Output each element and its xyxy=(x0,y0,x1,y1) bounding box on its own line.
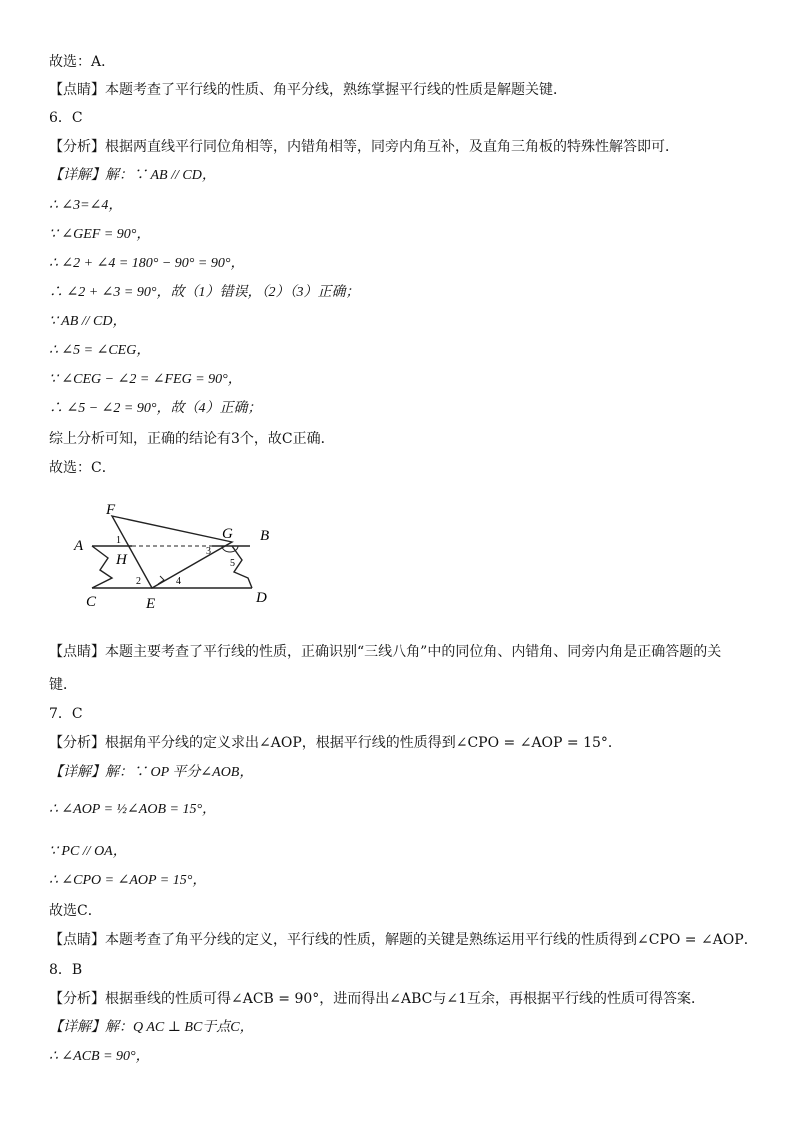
text-line: 综上分析可知，正确的结论有3个，故C正确． xyxy=(49,431,335,447)
text-line: ∴ ∠ACB = 90°， xyxy=(49,1049,150,1064)
label-c: C xyxy=(86,594,97,610)
text-line: ∴ ∠AOP = ½∠AOB = 15°， xyxy=(49,802,217,817)
text-line: 故选C． xyxy=(49,903,102,919)
text-line: ∴ ∠2 + ∠4 = 180° − 90° = 90°， xyxy=(49,256,245,271)
text-line: ∴ ∠CPO = ∠AOP = 15°， xyxy=(49,873,207,888)
text-line: ∴ ∠5 − ∠2 = 90°，故（4）正确； xyxy=(49,401,262,416)
label-f: F xyxy=(106,502,116,518)
text-line: ∵ ∠GEF = 90°， xyxy=(49,227,151,242)
text-line: 【分析】根据两直线平行同位角相等，内错角相等，同旁内角互补，及直角三角板的特殊性解答即可． xyxy=(49,139,679,155)
text-line: 【详解】解：Q AC ⊥ BC于点C， xyxy=(49,1020,254,1035)
text-line: 【点睛】本题主要考查了平行线的性质，正确识别“三线八角”中的同位角、内错角、同旁内角是正确答题的关 xyxy=(49,644,722,660)
zigzag-left xyxy=(92,546,112,588)
text-line: ∵ AB // CD， xyxy=(49,314,127,329)
label-b: B xyxy=(260,528,270,544)
label-angle-2: 2 xyxy=(136,576,141,587)
label-g: G xyxy=(222,526,233,542)
zigzag-right xyxy=(232,546,252,588)
text-line: 故选：C． xyxy=(49,460,116,476)
label-angle-5: 5 xyxy=(230,558,235,569)
text-line: 【分析】根据角平分线的定义求出∠AOP，根据平行线的性质得到∠CPO = ∠AOP = 15°． xyxy=(49,735,622,751)
text-line: 【分析】根据垂线的性质可得∠ACB = 90°，进而得出∠ABC与∠1互余，再根据平行线的性质可得答案． xyxy=(49,991,706,1007)
question-number: 7．C xyxy=(49,706,83,722)
label-angle-3: 3 xyxy=(206,546,211,557)
text-line: 【点睛】本题考查了角平分线的定义，平行线的性质，解题的关键是熟练运用平行线的性质得到∠CPO = ∠AOP． xyxy=(49,932,758,948)
geometry-figure xyxy=(72,498,286,616)
text-line: ∵ ∠CEG − ∠2 = ∠FEG = 90°， xyxy=(49,372,242,387)
label-e: E xyxy=(146,596,156,612)
label-angle-1: 1 xyxy=(116,535,121,546)
label-a: A xyxy=(74,538,84,554)
text-line: 键． xyxy=(49,677,77,693)
text-line: ∴ ∠2 + ∠3 = 90°，故（1）错误，（2）（3）正确； xyxy=(49,285,360,300)
triangle-fge xyxy=(112,516,232,588)
question-number: 8．B xyxy=(49,962,83,978)
label-d: D xyxy=(256,590,267,606)
text-line: 【详解】解：∵ AB // CD， xyxy=(49,168,216,183)
text-line: 【详解】解：∵ OP 平分∠AOB， xyxy=(49,765,254,780)
label-angle-4: 4 xyxy=(176,576,181,587)
label-h: H xyxy=(116,552,127,568)
question-number: 6．C xyxy=(49,110,83,126)
text-line: ∴ ∠3=∠4， xyxy=(49,198,123,213)
text-line: ∴ ∠5 = ∠CEG， xyxy=(49,343,151,358)
text-line: ∵ PC // OA， xyxy=(49,844,127,859)
text-line: 【点睛】本题考查了平行线的性质、角平分线，熟练掌握平行线的性质是解题关键． xyxy=(49,82,567,98)
text-line: 故选：A． xyxy=(49,54,116,70)
